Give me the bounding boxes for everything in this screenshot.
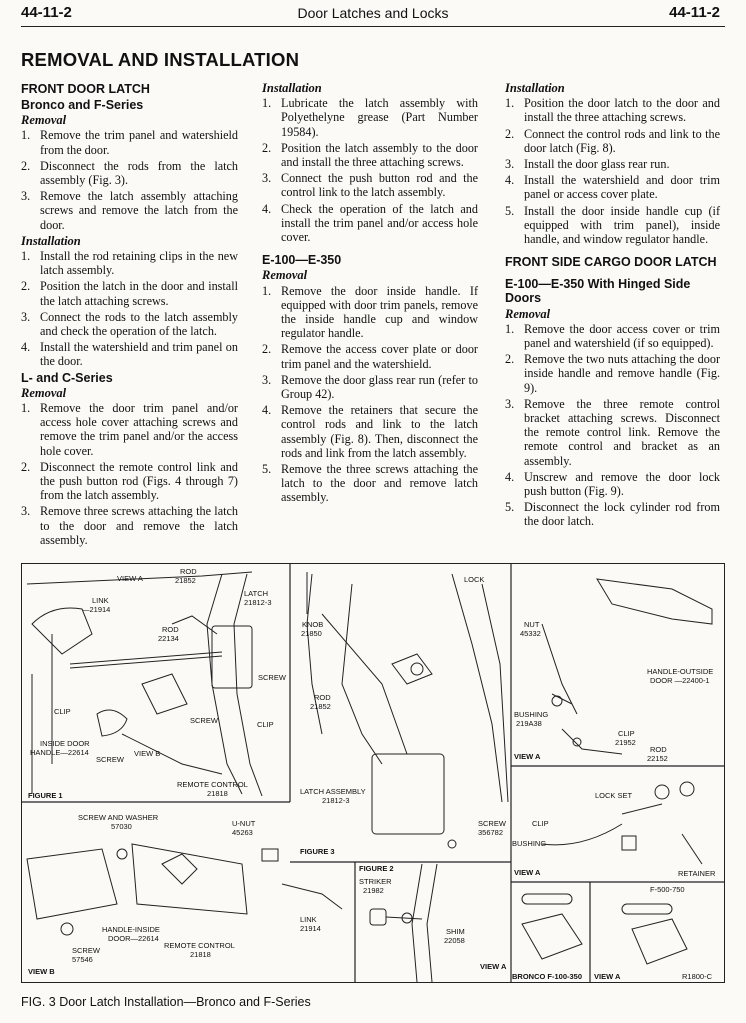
label-handle-outside-number: DOOR —22400-1 <box>650 676 710 685</box>
label-nut: NUT <box>524 620 540 629</box>
list-item: 1. Remove the trim panel and watershield from the door. <box>21 128 238 157</box>
label-striker-number: 21982 <box>363 886 384 895</box>
list-item: 2. Disconnect the rods from the latch assembly (Fig. 3). <box>21 158 238 188</box>
label-striker: STRIKER <box>359 877 392 886</box>
label-screw-3: SCREW <box>96 755 124 764</box>
steps-list <box>505 322 720 529</box>
label-remote-control-2: REMOTE CONTROL <box>164 941 235 950</box>
label-view-a: VIEW A <box>117 574 143 583</box>
column-2 <box>262 80 478 507</box>
figure-1-sketch <box>27 572 262 796</box>
label-rod-2: ROD <box>162 625 179 634</box>
label-lock-set: LOCK SET <box>595 791 633 800</box>
sub-heading: E-100—E-350 <box>262 253 342 268</box>
steps-list <box>21 401 238 547</box>
list-item: 2. Remove the two nuts attaching the door inside handle and remove handle (Fig. 9). <box>505 352 720 395</box>
label-link: LINK <box>92 596 109 605</box>
list-item: 5. Disconnect the lock cylinder rod from the door latch. <box>505 500 720 529</box>
label-lock: LOCK <box>464 575 485 584</box>
list-item: 4. Install the watershield and door trim panel or access cover plate. <box>505 173 720 202</box>
section-heading: FRONT SIDE CARGO DOOR LATCH <box>505 255 717 270</box>
label-rod-2-number: 22134 <box>158 634 179 643</box>
list-item: 4. Check the operation of the latch and install the trim panel and/or access hole cover. <box>262 201 478 245</box>
list-item: 3. Connect the push button rod and the control link to the latch assembly. <box>262 171 478 200</box>
sub-heading: Bronco and F-Series <box>21 98 144 112</box>
main-title: REMOVAL AND INSTALLATION <box>21 49 300 70</box>
label-rod-3-number: 21852 <box>310 702 331 711</box>
label-inside-door: INSIDE DOOR <box>40 739 90 748</box>
list-item: 3. Remove the latch assembly attaching screws and remove the latch from the door. <box>21 189 238 232</box>
list-item: 2. Position the latch assembly to the door and install the three attaching screws. <box>262 140 478 170</box>
label-remote-control-2-number: 21818 <box>190 950 211 959</box>
label-screw-4: SCREW <box>478 819 506 828</box>
label-latch-number: 21812-3 <box>244 598 272 607</box>
label-rod-3: ROD <box>314 693 331 702</box>
label-figure-3: FIGURE 3 <box>300 847 335 856</box>
page-number-left: 44-11-2 <box>21 4 72 21</box>
list-item: 5. Remove the three screws attaching the latch to the door and remove latch assembly. <box>262 462 478 505</box>
label-screw-2: SCREW <box>190 716 218 725</box>
label-view-a-4: VIEW A <box>480 962 507 971</box>
label-clip: CLIP <box>54 707 71 716</box>
label-figure-1: FIGURE 1 <box>28 791 63 800</box>
label-view-b-2: VIEW B <box>28 967 55 976</box>
list-item: 5. Install the door inside handle cup (if equipped with trim panel), inside handle, and window regulator handle. <box>505 203 720 247</box>
label-knob-number: 21850 <box>301 629 322 638</box>
list-item: 1. Remove the door trim panel and/or access hole cover attaching screws and remove the trim panel and/or the access hole cover. <box>21 401 238 458</box>
list-item: 3. Connect the rods to the latch assembly and check the operation of the latch. <box>21 309 238 339</box>
handle-variants-sketch <box>522 894 687 964</box>
page-header-title: Door Latches and Locks <box>297 5 449 21</box>
header-rule <box>21 26 725 27</box>
removal-heading: Removal <box>505 306 551 321</box>
list-item: 1. Remove the door access cover or trim panel and watershield (if so equipped). <box>505 321 720 351</box>
label-screw-and-washer: SCREW AND WASHER <box>78 813 159 822</box>
steps-list <box>262 96 478 244</box>
label-knob: KNOB <box>302 620 324 629</box>
label-link-2: LINK <box>300 915 317 924</box>
label-handle-inside-number: DOOR—22614 <box>108 934 159 943</box>
label-link-number: —21914 <box>82 605 111 614</box>
label-f-500-750: F-500-750 <box>650 885 685 894</box>
label-handle-number: HANDLE—22614 <box>30 748 89 757</box>
list-item: 1. Position the door latch to the door and install the three attaching screws. <box>505 96 720 125</box>
list-item: 1. Remove the door inside handle. If equipped with door trim panels, remove the inside handle cup and window regulator handle. <box>262 283 478 341</box>
sub-heading: L- and C-Series <box>21 370 113 385</box>
list-item: 4. Install the watershield and trim panel on the door. <box>21 340 238 369</box>
page-number-right: 44-11-2 <box>669 4 720 21</box>
label-clip-2: CLIP <box>257 720 274 729</box>
label-latch-assembly: LATCH ASSEMBLY <box>300 787 366 796</box>
figure-caption: FIG. 3 Door Latch Installation—Bronco and F-Series <box>21 995 311 1009</box>
label-bushing-number: 219A38 <box>516 719 542 728</box>
label-remote-number: 21818 <box>207 789 228 798</box>
list-item: 2. Connect the control rods and link to the door latch (Fig. 8). <box>505 126 720 155</box>
label-bushing: BUSHING <box>514 710 549 719</box>
figure-svg <box>22 564 724 982</box>
page-header <box>0 0 746 22</box>
label-rod-number: 21852 <box>175 576 196 585</box>
label-screw-5: SCREW <box>72 946 100 955</box>
sub-heading: E-100—E-350 With Hinged Side Doors <box>505 277 691 306</box>
label-latch: LATCH <box>244 589 269 598</box>
label-clip-3-number: 21952 <box>615 738 636 747</box>
section-heading: FRONT DOOR LATCH <box>21 82 150 96</box>
list-item: 4. Unscrew and remove the door lock push button (Fig. 9). <box>505 469 720 499</box>
label-figure-2: FIGURE 2 <box>359 864 394 873</box>
label-view-b: VIEW B <box>134 749 161 758</box>
label-latch-assembly-number: 21812-3 <box>322 796 350 805</box>
installation-heading: Installation <box>21 233 81 248</box>
label-view-a-3: VIEW A <box>514 868 541 877</box>
label-shim-number: 22058 <box>444 936 465 945</box>
label-bronco-f-100-350: BRONCO F-100-350 <box>512 972 583 981</box>
list-item: 2. Remove the access cover plate or door trim panel and the watershield. <box>262 342 478 371</box>
label-u-nut-number: 45263 <box>232 828 253 837</box>
list-item: 2. Disconnect the remote control link and the push button rod (Figs. 4 through 7) from the latch assembly. <box>21 459 238 503</box>
removal-heading: Removal <box>21 113 67 128</box>
steps-list <box>21 128 238 231</box>
label-rod: ROD <box>180 567 197 576</box>
label-clip-4: CLIP <box>532 819 549 828</box>
list-item: 2. Position the latch in the door and install the latch attaching screws. <box>21 279 238 308</box>
removal-heading: Removal <box>21 385 67 400</box>
label-handle-inside: HANDLE-INSIDE <box>102 925 160 934</box>
label-clip-3: CLIP <box>618 729 635 738</box>
view-b-sketch <box>27 844 342 935</box>
label-screw-4-number: 356782 <box>478 828 504 837</box>
list-item: 4. Remove the retainers that secure the control rods and link to the latch assembly (Fig. 8). Then, disconnect the rods and link from the latch assembly. <box>262 403 478 460</box>
steps-list <box>262 284 478 505</box>
label-remote-control: REMOTE CONTROL <box>177 780 248 789</box>
label-r1800-c: R1800-C <box>682 972 713 981</box>
column-3 <box>505 80 720 531</box>
figure-3-diagram <box>21 563 725 983</box>
figure-3-sketch <box>307 572 508 848</box>
label-u-nut: U-NUT <box>232 819 256 828</box>
label-view-a-2: VIEW A <box>514 752 541 761</box>
list-item: 3. Remove the door glass rear run (refer to Group 42). <box>262 372 478 402</box>
label-bushing-2: BUSHING <box>512 839 547 848</box>
list-item: 1. Lubricate the latch assembly with Polyethelyne grease (Part Number 19584). <box>262 96 478 139</box>
label-link-2-number: 21914 <box>300 924 321 933</box>
list-item: 3. Install the door glass rear run. <box>505 157 670 172</box>
column-1 <box>21 80 238 549</box>
steps-list <box>21 249 238 369</box>
list-item: 1. Install the rod retaining clips in the new latch assembly. <box>21 249 238 278</box>
label-screw: SCREW <box>258 673 286 682</box>
label-handle-outside: HANDLE-OUTSIDE <box>647 667 714 676</box>
label-screw-5-number: 57546 <box>72 955 93 964</box>
label-rod-4-number: 22152 <box>647 754 668 763</box>
installation-heading: Installation <box>262 81 322 95</box>
label-nut-number: 45332 <box>520 629 541 638</box>
list-item: 3. Remove the three remote control bracket attaching screws. Disconnect the remote control link. Remove the remote control and bracket as an assembly. <box>505 396 720 468</box>
label-retainer: RETAINER <box>678 869 716 878</box>
label-screw-and-washer-number: 57030 <box>111 822 132 831</box>
label-shim: SHIM <box>446 927 465 936</box>
label-rod-4: ROD <box>650 745 667 754</box>
steps-list <box>505 96 720 246</box>
label-view-a-5: VIEW A <box>594 972 621 981</box>
installation-heading: Installation <box>505 81 565 95</box>
list-item: 3. Remove three screws attaching the latch to the door and remove the latch assembly. <box>21 504 238 547</box>
removal-heading: Removal <box>262 268 308 283</box>
